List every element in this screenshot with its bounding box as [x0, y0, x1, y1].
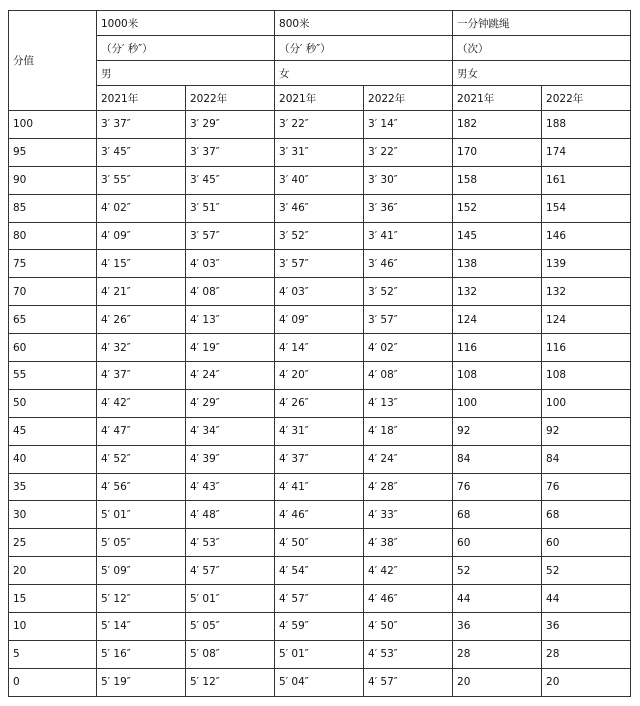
- value-cell: 3′ 37″: [186, 138, 275, 166]
- value-cell: 174: [542, 138, 631, 166]
- header-row-event: [9, 11, 631, 36]
- value-cell: 4′ 24″: [364, 445, 453, 473]
- value-cell: 132: [453, 278, 542, 306]
- value-cell: 108: [453, 362, 542, 390]
- value-cell: 138: [453, 250, 542, 278]
- year-header: 2021年: [453, 86, 542, 111]
- value-cell: 139: [542, 250, 631, 278]
- value-cell: 4′ 52″: [97, 445, 186, 473]
- value-cell: 3′ 57″: [275, 250, 364, 278]
- value-cell: 4′ 53″: [364, 640, 453, 668]
- score-cell: 45: [9, 417, 97, 445]
- value-cell: 60: [453, 529, 542, 557]
- value-cell: 4′ 15″: [97, 250, 186, 278]
- value-cell: 124: [542, 306, 631, 334]
- value-cell: 146: [542, 222, 631, 250]
- score-cell: 75: [9, 250, 97, 278]
- value-cell: 170: [453, 138, 542, 166]
- value-cell: 4′ 13″: [364, 389, 453, 417]
- score-cell: 60: [9, 334, 97, 362]
- score-cell: 10: [9, 613, 97, 641]
- score-cell: 25: [9, 529, 97, 557]
- value-cell: 4′ 02″: [364, 334, 453, 362]
- value-cell: 4′ 42″: [364, 557, 453, 585]
- value-cell: 4′ 43″: [186, 473, 275, 501]
- value-cell: 84: [453, 445, 542, 473]
- score-cell: 90: [9, 166, 97, 194]
- header-row-unit: [9, 36, 631, 61]
- table-row: [9, 501, 631, 529]
- value-cell: 4′ 18″: [364, 417, 453, 445]
- value-cell: 20: [453, 668, 542, 696]
- value-cell: 4′ 57″: [186, 557, 275, 585]
- value-cell: 4′ 31″: [275, 417, 364, 445]
- table-row: [9, 250, 631, 278]
- table-row: [9, 306, 631, 334]
- value-cell: 4′ 03″: [186, 250, 275, 278]
- score-cell: 35: [9, 473, 97, 501]
- value-cell: 100: [453, 389, 542, 417]
- value-cell: 60: [542, 529, 631, 557]
- value-cell: 152: [453, 194, 542, 222]
- year-header: 2022年: [542, 86, 631, 111]
- value-cell: 4′ 53″: [186, 529, 275, 557]
- score-cell: 65: [9, 306, 97, 334]
- value-cell: 4′ 59″: [275, 613, 364, 641]
- score-cell: 30: [9, 501, 97, 529]
- value-cell: 4′ 09″: [275, 306, 364, 334]
- table-row: [9, 529, 631, 557]
- value-cell: 4′ 13″: [186, 306, 275, 334]
- value-cell: 4′ 50″: [275, 529, 364, 557]
- value-cell: 188: [542, 111, 631, 139]
- value-cell: 5′ 01″: [97, 501, 186, 529]
- table-row: [9, 417, 631, 445]
- event-800m-header: 800米: [275, 11, 453, 36]
- value-cell: 4′ 34″: [186, 417, 275, 445]
- score-cell: 85: [9, 194, 97, 222]
- value-cell: 4′ 54″: [275, 557, 364, 585]
- value-cell: 161: [542, 166, 631, 194]
- value-cell: 5′ 12″: [186, 668, 275, 696]
- value-cell: 4′ 14″: [275, 334, 364, 362]
- value-cell: 5′ 12″: [97, 585, 186, 613]
- value-cell: 4′ 48″: [186, 501, 275, 529]
- value-cell: 3′ 57″: [186, 222, 275, 250]
- value-cell: 3′ 22″: [275, 111, 364, 139]
- score-table-container: [8, 10, 630, 697]
- value-cell: 4′ 38″: [364, 529, 453, 557]
- value-cell: 3′ 55″: [97, 166, 186, 194]
- value-cell: 4′ 20″: [275, 362, 364, 390]
- value-cell: 5′ 14″: [97, 613, 186, 641]
- header-row-gender: [9, 61, 631, 86]
- value-cell: 3′ 29″: [186, 111, 275, 139]
- table-row: [9, 585, 631, 613]
- value-cell: 158: [453, 166, 542, 194]
- value-cell: 92: [453, 417, 542, 445]
- value-cell: 3′ 52″: [364, 278, 453, 306]
- table-row: [9, 362, 631, 390]
- table-row: [9, 613, 631, 641]
- value-cell: 20: [542, 668, 631, 696]
- value-cell: 4′ 21″: [97, 278, 186, 306]
- value-cell: 68: [542, 501, 631, 529]
- table-row: [9, 334, 631, 362]
- value-cell: 4′ 47″: [97, 417, 186, 445]
- table-row: [9, 473, 631, 501]
- table-row: [9, 640, 631, 668]
- value-cell: 4′ 37″: [275, 445, 364, 473]
- value-cell: 3′ 57″: [364, 306, 453, 334]
- value-cell: 4′ 56″: [97, 473, 186, 501]
- event-rope-header: 一分钟跳绳: [453, 11, 631, 36]
- value-cell: 5′ 16″: [97, 640, 186, 668]
- event-1000m-gender: 男: [97, 61, 275, 86]
- header-row-year: [9, 86, 631, 111]
- score-table: [8, 10, 631, 697]
- value-cell: 5′ 05″: [97, 529, 186, 557]
- value-cell: 145: [453, 222, 542, 250]
- event-1000m-unit: （分′ 秒″）: [97, 36, 275, 61]
- value-cell: 4′ 57″: [275, 585, 364, 613]
- value-cell: 4′ 29″: [186, 389, 275, 417]
- event-800m-gender: 女: [275, 61, 453, 86]
- value-cell: 52: [453, 557, 542, 585]
- value-cell: 4′ 26″: [97, 306, 186, 334]
- value-cell: 3′ 41″: [364, 222, 453, 250]
- value-cell: 4′ 41″: [275, 473, 364, 501]
- value-cell: 5′ 08″: [186, 640, 275, 668]
- score-cell: 0: [9, 668, 97, 696]
- value-cell: 28: [453, 640, 542, 668]
- year-header: 2021年: [275, 86, 364, 111]
- value-cell: 44: [542, 585, 631, 613]
- value-cell: 3′ 22″: [364, 138, 453, 166]
- value-cell: 92: [542, 417, 631, 445]
- value-cell: 44: [453, 585, 542, 613]
- year-header: 2022年: [186, 86, 275, 111]
- value-cell: 4′ 33″: [364, 501, 453, 529]
- value-cell: 76: [542, 473, 631, 501]
- value-cell: 3′ 45″: [97, 138, 186, 166]
- value-cell: 5′ 04″: [275, 668, 364, 696]
- score-cell: 100: [9, 111, 97, 139]
- event-800m-unit: （分′ 秒″）: [275, 36, 453, 61]
- score-cell: 5: [9, 640, 97, 668]
- value-cell: 3′ 36″: [364, 194, 453, 222]
- value-cell: 4′ 39″: [186, 445, 275, 473]
- value-cell: 116: [542, 334, 631, 362]
- value-cell: 182: [453, 111, 542, 139]
- score-cell: 50: [9, 389, 97, 417]
- value-cell: 84: [542, 445, 631, 473]
- value-cell: 4′ 02″: [97, 194, 186, 222]
- value-cell: 3′ 46″: [364, 250, 453, 278]
- value-cell: 3′ 40″: [275, 166, 364, 194]
- value-cell: 124: [453, 306, 542, 334]
- value-cell: 108: [542, 362, 631, 390]
- event-rope-unit: （次）: [453, 36, 631, 61]
- value-cell: 3′ 45″: [186, 166, 275, 194]
- value-cell: 4′ 19″: [186, 334, 275, 362]
- value-cell: 76: [453, 473, 542, 501]
- table-row: [9, 194, 631, 222]
- value-cell: 3′ 31″: [275, 138, 364, 166]
- value-cell: 4′ 08″: [364, 362, 453, 390]
- table-row: [9, 445, 631, 473]
- score-header: 分值: [9, 11, 97, 111]
- score-cell: 80: [9, 222, 97, 250]
- value-cell: 3′ 52″: [275, 222, 364, 250]
- value-cell: 3′ 14″: [364, 111, 453, 139]
- value-cell: 52: [542, 557, 631, 585]
- value-cell: 36: [453, 613, 542, 641]
- value-cell: 5′ 01″: [275, 640, 364, 668]
- score-cell: 40: [9, 445, 97, 473]
- table-row: [9, 389, 631, 417]
- value-cell: 4′ 32″: [97, 334, 186, 362]
- value-cell: 4′ 09″: [97, 222, 186, 250]
- value-cell: 100: [542, 389, 631, 417]
- value-cell: 116: [453, 334, 542, 362]
- value-cell: 4′ 28″: [364, 473, 453, 501]
- value-cell: 5′ 09″: [97, 557, 186, 585]
- score-cell: 15: [9, 585, 97, 613]
- table-row: [9, 166, 631, 194]
- value-cell: 4′ 37″: [97, 362, 186, 390]
- value-cell: 3′ 37″: [97, 111, 186, 139]
- value-cell: 68: [453, 501, 542, 529]
- value-cell: 5′ 19″: [97, 668, 186, 696]
- year-header: 2022年: [364, 86, 453, 111]
- value-cell: 3′ 51″: [186, 194, 275, 222]
- value-cell: 3′ 30″: [364, 166, 453, 194]
- score-cell: 55: [9, 362, 97, 390]
- value-cell: 4′ 24″: [186, 362, 275, 390]
- value-cell: 154: [542, 194, 631, 222]
- value-cell: 5′ 05″: [186, 613, 275, 641]
- value-cell: 4′ 08″: [186, 278, 275, 306]
- value-cell: 4′ 57″: [364, 668, 453, 696]
- table-row: [9, 138, 631, 166]
- score-cell: 95: [9, 138, 97, 166]
- value-cell: 4′ 46″: [364, 585, 453, 613]
- table-row: [9, 278, 631, 306]
- year-header: 2021年: [97, 86, 186, 111]
- value-cell: 4′ 42″: [97, 389, 186, 417]
- table-row: [9, 222, 631, 250]
- value-cell: 4′ 46″: [275, 501, 364, 529]
- value-cell: 3′ 46″: [275, 194, 364, 222]
- score-cell: 70: [9, 278, 97, 306]
- score-cell: 20: [9, 557, 97, 585]
- value-cell: 132: [542, 278, 631, 306]
- value-cell: 4′ 03″: [275, 278, 364, 306]
- event-1000m-header: 1000米: [97, 11, 275, 36]
- value-cell: 4′ 50″: [364, 613, 453, 641]
- table-row: [9, 111, 631, 139]
- value-cell: 4′ 26″: [275, 389, 364, 417]
- table-row: [9, 668, 631, 696]
- table-row: [9, 557, 631, 585]
- value-cell: 5′ 01″: [186, 585, 275, 613]
- value-cell: 36: [542, 613, 631, 641]
- event-rope-gender: 男女: [453, 61, 631, 86]
- value-cell: 28: [542, 640, 631, 668]
